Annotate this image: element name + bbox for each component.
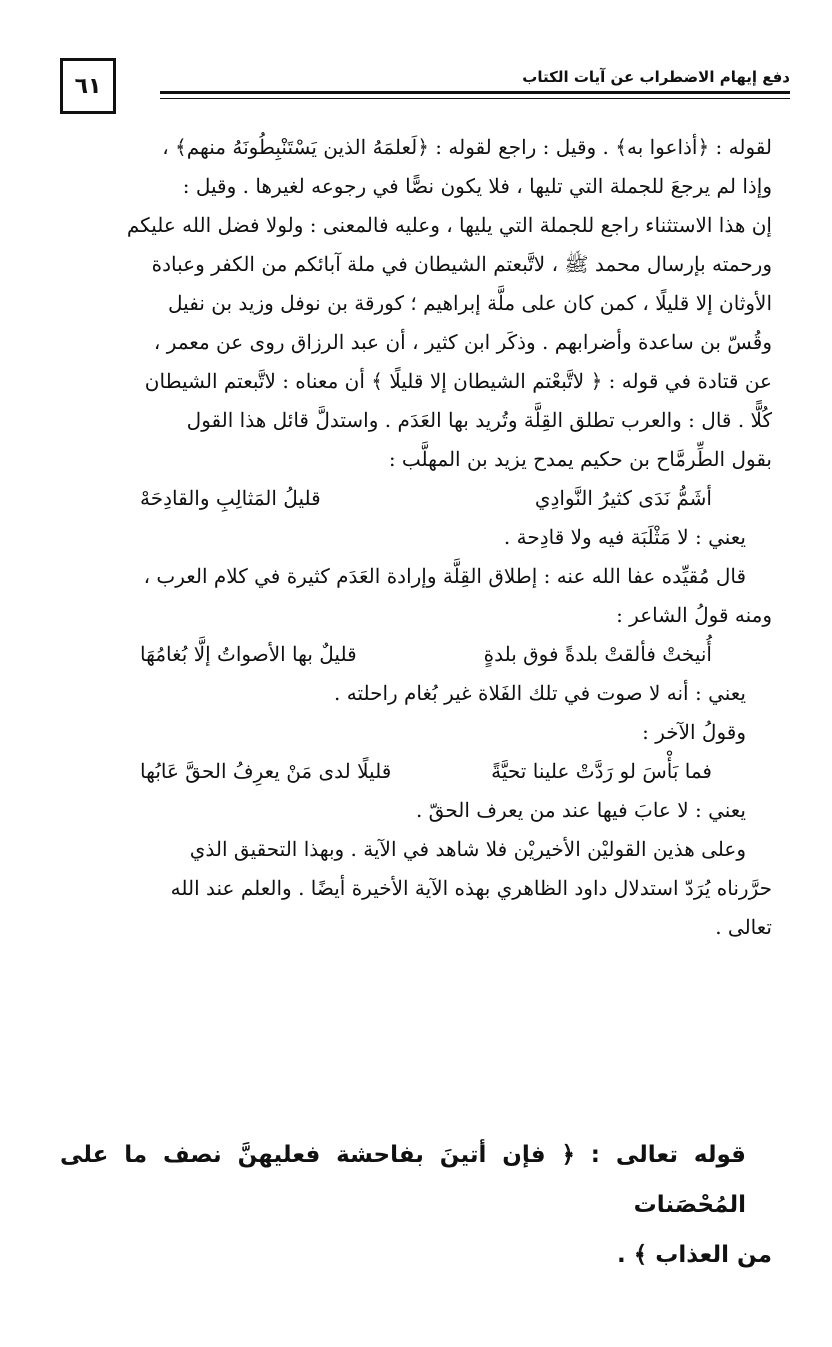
header-rule-thin (160, 98, 790, 99)
poetry-verse (60, 752, 772, 791)
text-line: الأوثان إلا قليلًا ، كمن كان على ملَّة إبراهيم ؛ كورقة بن نوفل وزيد بن نفيل (168, 291, 772, 315)
verse-heading (60, 1130, 772, 1280)
text-line: ومنه قولُ الشاعر : (616, 603, 772, 627)
verse-first-half: فما بَأْسَ لو رَدَّتْ علينا تحيَّةً (491, 759, 712, 783)
body-text (60, 128, 772, 947)
text-line: وقُسّ بن ساعدة وأضرابهم . وذكَر ابن كثير ، أن عبد الرزاق روى عن معمر ، (153, 330, 772, 354)
heading-line: قوله تعالى : ﴿ فإن أتينَ بفاحشة فعليهنَّ نصف ما على المُحْصَنات (60, 1142, 746, 1218)
heading-line: من العذاب ﴾ . (617, 1242, 772, 1268)
text-line: لقوله : ﴿أذاعوا به﴾ . وقيل : راجع لقوله : ﴿لَعلمَهُ الذين يَسْتَنْبِطُونَهُ منهم﴾ ، (162, 135, 772, 159)
text-line: يعني : لا مَثْلَبَة فيه ولا قادِحة . (503, 525, 746, 549)
text-line: قال مُقيِّده عفا الله عنه : إطلاق القِلَّة وإرادة العَدَم كثيرة في كلام العرب ، (143, 564, 746, 588)
text-line: وعلى هذين القوليْن الأخيريْن فلا شاهد في الآية . وبهذا التحقيق الذي (189, 837, 746, 861)
poetry-verse (60, 479, 772, 518)
text-line: بقول الطِّرمَّاح بن حكيم يمدح يزيد بن المهلَّب : (388, 447, 772, 471)
text-line: عن قتادة في قوله : ﴿ لاتَّبعْتم الشيطان إلا قليلًا ﴾ أن معناه : لاتَّبعتم الشيطان (144, 369, 772, 393)
page-number: ٦١ (60, 58, 116, 114)
text-line: تعالى . (715, 915, 772, 939)
page-header (60, 58, 790, 128)
poetry-verse (60, 635, 772, 674)
text-line: يعني : أنه لا صوت في تلك الفَلاة غير بُغام راحلته . (334, 681, 746, 705)
running-title: دفع إيهام الاضطراب عن آيات الكتاب (522, 68, 790, 86)
verse-first-half: أُنيختْ فألقتْ بلدةً فوق بلدةٍ (483, 642, 712, 666)
text-line: ورحمته بإرسال محمد ﷺ ، لاتَّبعتم الشيطان في ملة آبائكم من الكفر وعبادة (151, 252, 772, 276)
text-line: وإذا لم يرجعَ للجملة التي تليها ، فلا يكون نصًّا في رجوعه لغيرها . وقيل : (182, 174, 772, 198)
verse-second-half: قليلُ المَثالِبِ والقادِحَهْ (140, 486, 321, 510)
text-line: حرَّرناه يُرَدّ استدلال داود الظاهري بهذه الآية الأخيرة أيضًا . والعلم عند الله (170, 876, 772, 900)
text-line: وقولُ الآخر : (642, 720, 746, 744)
verse-first-half: أشَمُّ نَدَى كثيرُ النَّوادِي (534, 486, 712, 510)
verse-second-half: قليلًا لدى مَنْ يعرِفُ الحقَّ عَابُها (140, 759, 392, 783)
text-line: يعني : لا عابَ فيها عند من يعرف الحقّ . (415, 798, 746, 822)
text-line: كُلًّا . قال : والعرب تطلق القِلَّة وتُريد بها العَدَم . واستدلَّ قائل هذا القول (186, 408, 772, 432)
text-line: إن هذا الاستثناء راجع للجملة التي يليها ، وعليه فالمعنى : ولولا فضل الله عليكم (126, 213, 772, 237)
verse-second-half: قليلٌ بها الأصواتُ إلَّا بُغامُهَا (140, 642, 357, 666)
header-rule-thick (160, 91, 790, 94)
